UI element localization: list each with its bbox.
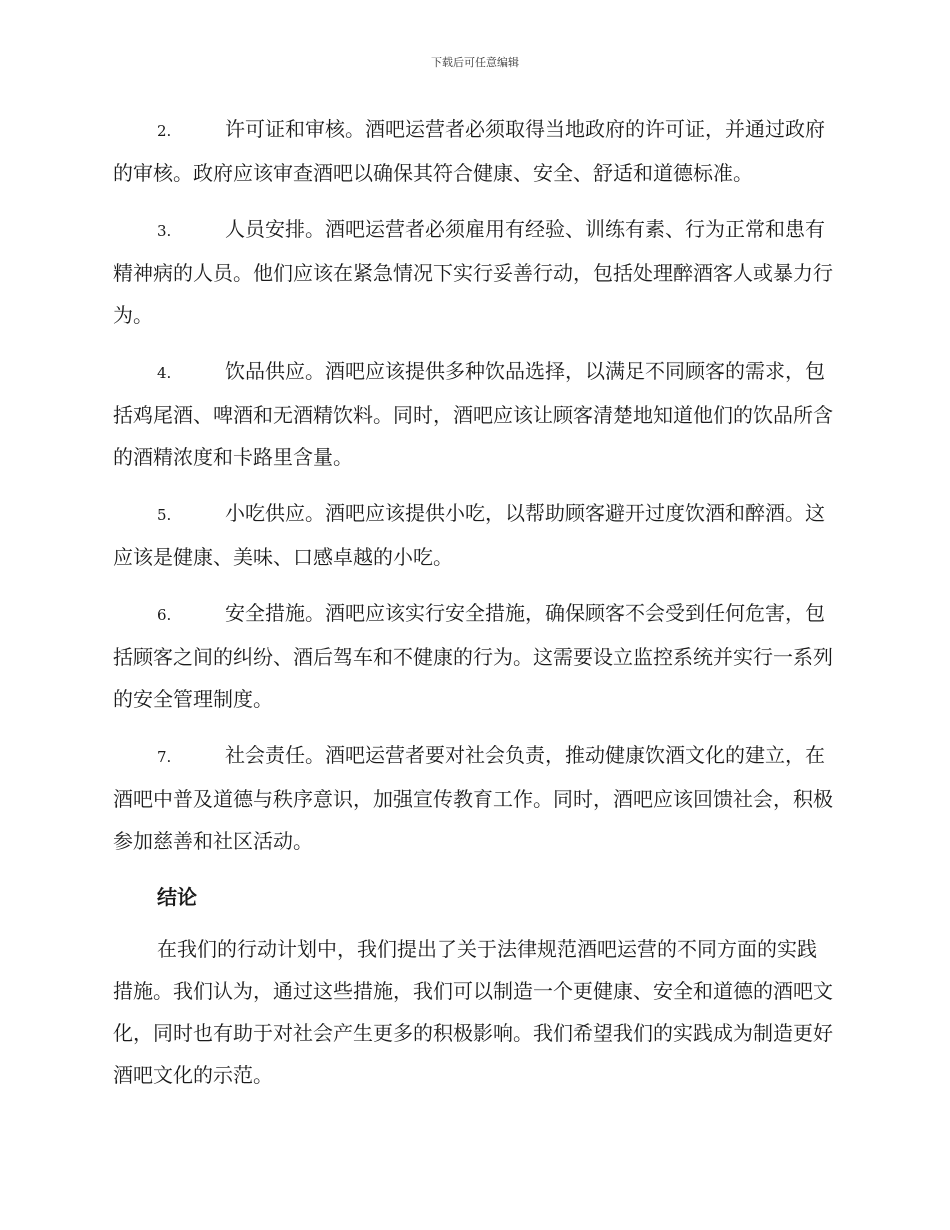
list-item-7: [113, 734, 835, 862]
list-number: 5.: [157, 506, 172, 524]
list-item-text: 人员安排。酒吧运营者必须雇用有经验、训练有素、行为正常和患有精神病的人员。他们应该在紧急情况下实行妥善行动，包括处理醉酒客人或暴力行为。: [113, 217, 833, 327]
list-item-text: 饮品供应。酒吧应该提供多种饮品选择，以满足不同顾客的需求，包括鸡尾酒、啤酒和无酒精饮料。同时，酒吧应该让顾客清楚地知道他们的饮品所含的酒精浓度和卡路里含量。: [113, 359, 833, 469]
conclusion-heading: 结论: [157, 885, 197, 909]
list-number: 2.: [157, 122, 172, 140]
list-number: 3.: [157, 222, 172, 240]
list-item-text: 社会责任。酒吧运营者要对社会负责，推动健康饮酒文化的建立，在酒吧中普及道德与秩序意识，加强宣传教育工作。同时，酒吧应该回馈社会，积极参加慈善和社区活动。: [113, 743, 833, 853]
list-item-2: [113, 108, 835, 194]
list-item-5: [113, 492, 835, 578]
list-item-text: 安全措施。酒吧应该实行安全措施，确保顾客不会受到任何危害，包括顾客之间的纠纷、酒后驾车和不健康的行为。这需要设立监控系统并实行一系列的安全管理制度。: [113, 601, 833, 711]
list-item-6: [113, 592, 835, 720]
list-item-text: 小吃供应。酒吧应该提供小吃，以帮助顾客避开过度饮酒和醉酒。这应该是健康、美味、口感卓越的小吃。: [113, 501, 825, 569]
list-item-text: 许可证和审核。酒吧运营者必须取得当地政府的许可证，并通过政府的审核。政府应该审查酒吧以确保其符合健康、安全、舒适和道德标准。: [113, 117, 825, 185]
list-number: 7.: [157, 748, 172, 766]
list-item-3: [113, 208, 835, 336]
list-number: 4.: [157, 364, 172, 382]
page-header: 下载后可任意编辑: [431, 56, 519, 69]
conclusion-paragraph: 在我们的行动计划中，我们提出了关于法律规范酒吧运营的不同方面的实践措施。我们认为，通过这些措施，我们可以制造一个更健康、安全和道德的酒吧文化，同时也有助于对社会产生更多的积极影响。我们希望我们的实践成为制造更好酒吧文化的示范。: [113, 937, 833, 1087]
list-number: 6.: [157, 606, 172, 624]
list-item-4: [113, 350, 835, 478]
document-body: [113, 108, 835, 1096]
